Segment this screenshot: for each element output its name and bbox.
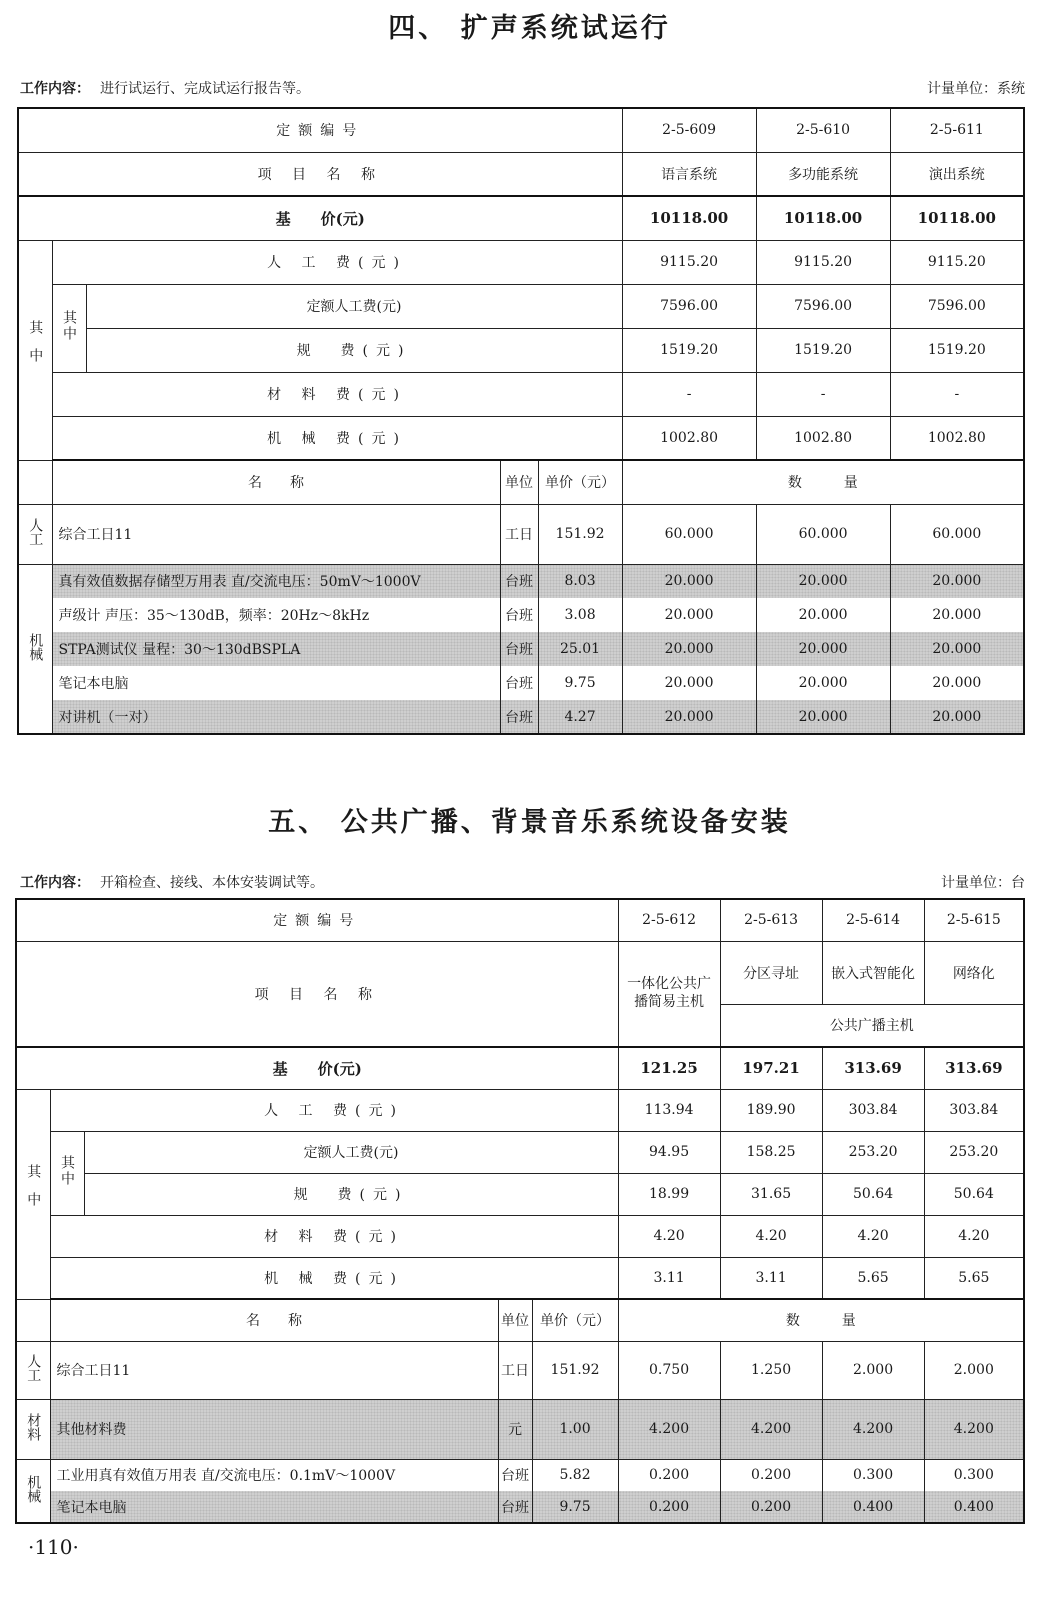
group-labor: 人工 — [18, 504, 52, 564]
item-name: 网络化 — [924, 941, 1024, 1004]
work-content-label: 工作内容： — [20, 875, 90, 891]
item-name: 演出系统 — [890, 152, 1024, 196]
quota-code: 2-5-615 — [924, 899, 1024, 941]
code-label: 定额编号 — [18, 108, 622, 152]
group-material: 材料 — [16, 1399, 50, 1459]
machine-cost: 5.65 — [822, 1257, 924, 1299]
labor-cost: 9115.20 — [890, 240, 1024, 284]
material-cost: - — [756, 372, 890, 416]
of-which-label: 其中 — [18, 240, 52, 460]
labor-cost: 9115.20 — [622, 240, 756, 284]
table-row: 人工 综合工日11 工日 151.92 0.750 1.250 2.000 2.000 — [16, 1341, 1024, 1399]
section4-unit: 计量单位：系统 — [927, 81, 1025, 97]
base-price: 313.69 — [822, 1047, 924, 1089]
table-row: 声级计 声压：35～130dB，频率：20Hz～8kHz 台班 3.08 20.000 20.000 20.000 — [18, 598, 1024, 632]
material-cost-label: 材 料 费(元) — [52, 372, 622, 416]
labor-cost-label: 人 工 费(元) — [50, 1089, 618, 1131]
item-name-label: 项 目 名 称 — [18, 152, 622, 196]
material-cost: 4.20 — [720, 1215, 822, 1257]
group-labor: 人工 — [16, 1341, 50, 1399]
labor-cost: 113.94 — [618, 1089, 720, 1131]
labor-cost: 189.90 — [720, 1089, 822, 1131]
quota-labor-cost: 253.20 — [822, 1131, 924, 1173]
fee: 50.64 — [924, 1173, 1024, 1215]
material-cost-label: 材 料 费(元) — [50, 1215, 618, 1257]
material-cost: 4.20 — [822, 1215, 924, 1257]
page-number: ·110· — [28, 1535, 79, 1559]
detail-price-header: 单价（元） — [538, 460, 622, 504]
item-name: 分区寻址 — [720, 941, 822, 1004]
machine-cost: 1002.80 — [756, 416, 890, 460]
group-machine: 机械 — [16, 1459, 50, 1523]
group-machine: 机械 — [18, 564, 52, 734]
table-row: 笔记本电脑 台班 9.75 20.000 20.000 20.000 — [18, 666, 1024, 700]
detail-quantity-header: 数 量 — [622, 460, 1024, 504]
base-price: 10118.00 — [756, 196, 890, 240]
material-cost: - — [890, 372, 1024, 416]
base-price: 10118.00 — [890, 196, 1024, 240]
work-content-text: 开箱检查、接线、本体安装调试等。 — [100, 875, 324, 891]
fee: 1519.20 — [622, 328, 756, 372]
quota-code: 2-5-614 — [822, 899, 924, 941]
machine-cost-label: 机 械 费(元) — [50, 1257, 618, 1299]
material-cost: 4.20 — [924, 1215, 1024, 1257]
detail-name-header: 名 称 — [50, 1299, 498, 1341]
quota-code: 2-5-610 — [756, 108, 890, 152]
fee: 50.64 — [822, 1173, 924, 1215]
labor-cost-label: 人 工 费(元) — [52, 240, 622, 284]
labor-cost: 9115.20 — [756, 240, 890, 284]
quota-labor-label: 定额人工费(元) — [84, 1131, 618, 1173]
of-which-inner-label: 其中 — [52, 284, 86, 372]
work-content-text: 进行试运行、完成试运行报告等。 — [100, 81, 310, 97]
detail-unit-header: 单位 — [500, 460, 538, 504]
quota-labor-label: 定额人工费(元) — [86, 284, 622, 328]
section5-title: 五、 公共广播、背景音乐系统设备安装 — [268, 807, 791, 838]
quota-labor-cost: 94.95 — [618, 1131, 720, 1173]
machine-cost-label: 机 械 费(元) — [52, 416, 622, 460]
section5-table — [15, 898, 1025, 1524]
item-name: 嵌入式智能化 — [822, 941, 924, 1004]
item-name-label: 项 目 名 称 — [16, 941, 618, 1047]
machine-cost: 1002.80 — [622, 416, 756, 460]
table-row: 材料 其他材料费 元 1.00 4.200 4.200 4.200 4.200 — [16, 1399, 1024, 1459]
fee-label: 规 费(元) — [86, 328, 622, 372]
table-row: 笔记本电脑 台班 9.75 0.200 0.200 0.400 0.400 — [16, 1491, 1024, 1523]
section4-title: 四、 扩声系统试运行 — [388, 13, 671, 44]
detail-unit-header: 单位 — [498, 1299, 532, 1341]
quota-code: 2-5-613 — [720, 899, 822, 941]
of-which-inner-label: 其中 — [50, 1131, 84, 1215]
table-row: 机械 真有效值数据存储型万用表 直/交流电压：50mV～1000V 台班 8.03 20.000 20.000 20.000 — [18, 564, 1024, 598]
machine-cost: 3.11 — [720, 1257, 822, 1299]
machine-cost: 1002.80 — [890, 416, 1024, 460]
fee: 18.99 — [618, 1173, 720, 1215]
quota-labor-cost: 7596.00 — [756, 284, 890, 328]
base-price: 313.69 — [924, 1047, 1024, 1089]
detail-price-header: 单价（元） — [532, 1299, 618, 1341]
detail-name-header: 名 称 — [52, 460, 500, 504]
table-row: 机械 工业用真有效值万用表 直/交流电压：0.1mV～1000V 台班 5.82 0.200 0.200 0.300 0.300 — [16, 1459, 1024, 1491]
base-price-label: 基 价(元) — [18, 196, 622, 240]
table-row: 对讲机（一对） 台班 4.27 20.000 20.000 20.000 — [18, 700, 1024, 734]
quota-labor-cost: 158.25 — [720, 1131, 822, 1173]
fee-label: 规 费(元) — [84, 1173, 618, 1215]
section5-work-content — [20, 872, 324, 892]
quota-code: 2-5-612 — [618, 899, 720, 941]
detail-quantity-header: 数 量 — [618, 1299, 1024, 1341]
quota-code: 2-5-609 — [622, 108, 756, 152]
code-label: 定额编号 — [16, 899, 618, 941]
section4-table — [17, 107, 1025, 735]
machine-cost: 3.11 — [618, 1257, 720, 1299]
quota-code: 2-5-611 — [890, 108, 1024, 152]
item-name: 多功能系统 — [756, 152, 890, 196]
base-price: 197.21 — [720, 1047, 822, 1089]
material-cost: 4.20 — [618, 1215, 720, 1257]
section4-work-content — [20, 78, 310, 98]
labor-cost: 303.84 — [822, 1089, 924, 1131]
item-name: 语言系统 — [622, 152, 756, 196]
machine-cost: 5.65 — [924, 1257, 1024, 1299]
section5-unit: 计量单位：台 — [941, 875, 1025, 891]
table-row: STPA测试仪 量程：30～130dBSPLA 台班 25.01 20.000 20.000 20.000 — [18, 632, 1024, 666]
base-price-label: 基 价(元) — [16, 1047, 618, 1089]
base-price: 121.25 — [618, 1047, 720, 1089]
fee: 1519.20 — [756, 328, 890, 372]
labor-cost: 303.84 — [924, 1089, 1024, 1131]
item-group-name: 公共广播主机 — [720, 1004, 1024, 1047]
quota-labor-cost: 253.20 — [924, 1131, 1024, 1173]
fee: 1519.20 — [890, 328, 1024, 372]
quota-labor-cost: 7596.00 — [622, 284, 756, 328]
fee: 31.65 — [720, 1173, 822, 1215]
work-content-label: 工作内容： — [20, 81, 90, 97]
material-cost: - — [622, 372, 756, 416]
base-price: 10118.00 — [622, 196, 756, 240]
item-name: 一体化公共广播简易主机 — [618, 941, 720, 1047]
of-which-label: 其中 — [16, 1089, 50, 1299]
table-row: 人工 综合工日11 工日 151.92 60.000 60.000 60.000 — [18, 504, 1024, 564]
quota-labor-cost: 7596.00 — [890, 284, 1024, 328]
